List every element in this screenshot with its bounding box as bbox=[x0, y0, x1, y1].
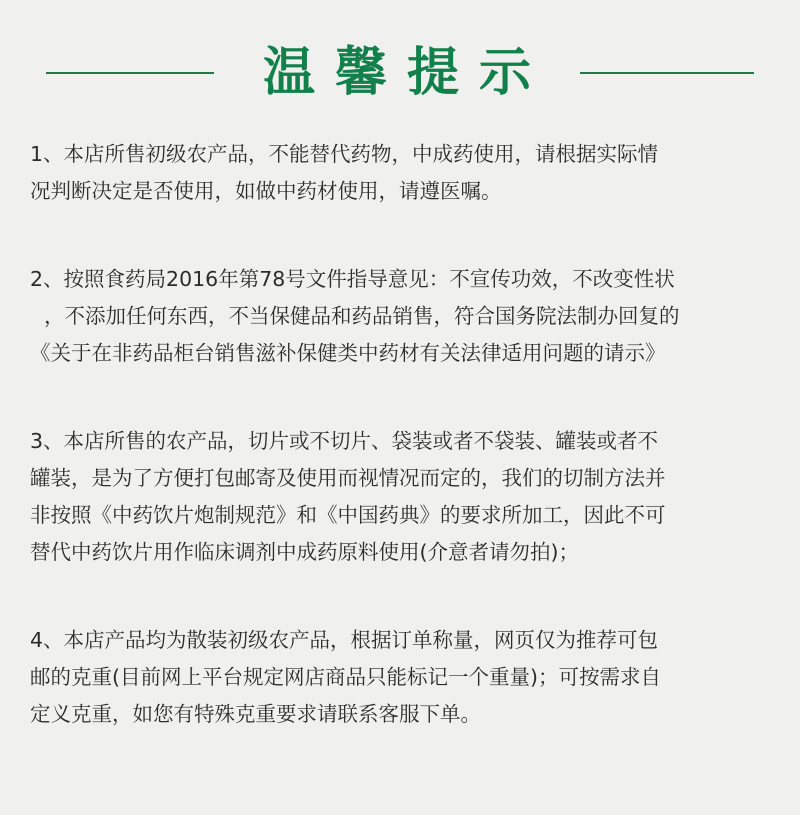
paragraph-line: 4、本店产品均为散装初级农产品，根据订单称量，网页仅为推荐可包 bbox=[30, 628, 659, 652]
paragraph-line: 2、按照食药局2016年第78号文件指导意见：不宣传功效，不改变性状 bbox=[30, 267, 675, 291]
page-title: 温馨提示 bbox=[262, 42, 551, 103]
paragraph-line: 《关于在非药品柜台销售滋补保健类中药材有关法律适用问题的请示》 bbox=[30, 341, 666, 365]
paragraph-line: 替代中药饮片用作临床调剂中成药原料使用(介意者请勿拍)； bbox=[30, 540, 579, 564]
notice-paragraph-3 bbox=[30, 423, 775, 571]
paragraph-line: 定义克重，如您有特殊克重要求请联系客服下单。 bbox=[30, 702, 481, 726]
header bbox=[0, 38, 800, 108]
title-divider-left bbox=[46, 72, 214, 74]
paragraph-line: 罐装，是为了方便打包邮寄及使用而视情况而定的，我们的切制方法并 bbox=[30, 466, 666, 490]
notice-body bbox=[30, 136, 775, 784]
paragraph-line: 非按照《中药饮片炮制规范》和《中国药典》的要求所加工，因此不可 bbox=[30, 503, 666, 527]
paragraph-line: 1、本店所售初级农产品，不能替代药物，中成药使用，请根据实际情 bbox=[30, 142, 659, 166]
paragraph-line: 邮的克重(目前网上平台规定网店商品只能标记一个重量)；可按需求自 bbox=[30, 665, 661, 689]
notice-paragraph-2 bbox=[30, 261, 775, 372]
notice-paragraph-1 bbox=[30, 136, 775, 210]
paragraph-line: 况判断决定是否使用，如做中药材使用，请遵医嘱。 bbox=[30, 179, 502, 203]
title-divider-right bbox=[580, 72, 754, 74]
paragraph-line: 3、本店所售的农产品，切片或不切片、袋装或者不袋装、罐装或者不 bbox=[30, 429, 659, 453]
notice-paragraph-4 bbox=[30, 622, 775, 733]
paragraph-line: ，不添加任何东西，不当保健品和药品销售，符合国务院法制办回复的 bbox=[44, 304, 680, 328]
